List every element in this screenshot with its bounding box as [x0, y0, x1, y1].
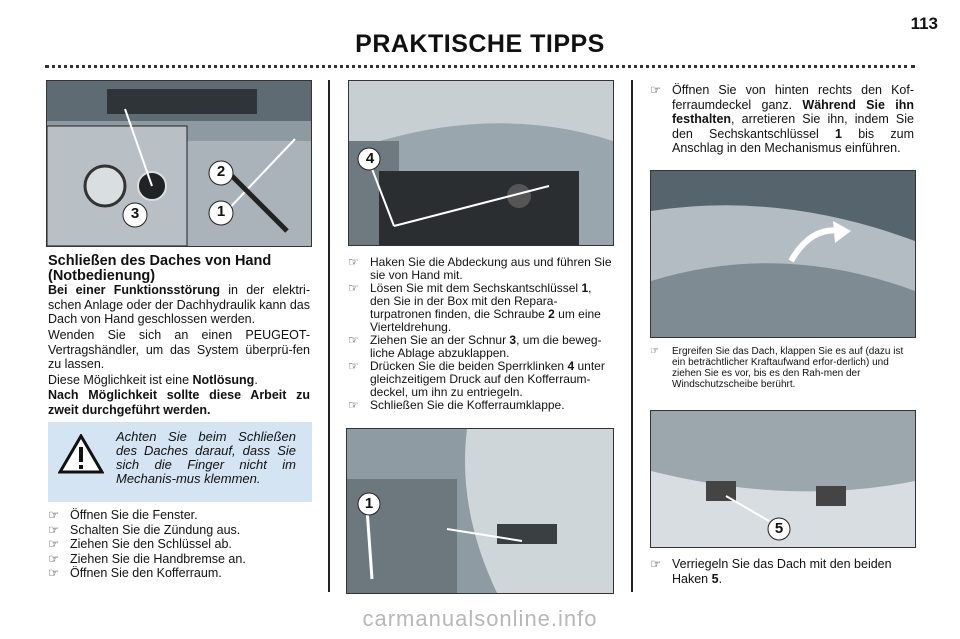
pointing-hand-icon: ☞ [48, 508, 60, 522]
right-steps-top [650, 83, 914, 156]
list-item [48, 566, 310, 581]
step-ref: 5 [711, 571, 719, 586]
emergency-text: Diese Möglichkeit ist eine [48, 373, 193, 387]
photo-roof-mechanism [46, 80, 312, 247]
pointing-hand-icon: ☞ [348, 398, 359, 412]
paragraph-dealer: Wenden Sie sich an einen PEUGEOT-Vertragshändler, um das System überprü-fen zu lassen. [48, 328, 310, 371]
step-text: , um die beweg-liche Ablage abzuklappen. [370, 333, 602, 360]
list-item [48, 523, 310, 538]
title-dotted-rule [45, 65, 915, 68]
list-item [650, 346, 914, 390]
step-text: Ziehen Sie die Handbremse an. [70, 551, 246, 566]
paragraph-two-people: Nach Möglichkeit sollte diese Arbeit zu zweit durchgeführt werden. [48, 388, 310, 417]
paragraph-malfunction-text: in der elektri-schen Anlage oder der Dachhydraulik kann das Dach von Hand geschlossen werden. [48, 283, 310, 326]
step-text: bis zum Anschlag in den Mechanismus einführen. [672, 126, 914, 155]
step-text: Ziehen Sie den Schlüssel ab. [70, 537, 232, 551]
section-heading: Schließen des Daches von Hand (Notbedienung) [48, 253, 272, 284]
step-ref: 1 [581, 281, 589, 295]
photo-roof-opening [650, 170, 916, 338]
pointing-hand-icon: ☞ [650, 83, 662, 97]
pointing-hand-icon: ☞ [348, 359, 359, 373]
page-title: PRAKTISCHE TIPPS [355, 30, 605, 58]
step-ref: 3 [509, 333, 517, 347]
step-text: um eine Vierteldrehung. [370, 307, 601, 334]
photo-trunk-latches [348, 80, 614, 246]
step-text: unter gleichzeitigem Druck auf den Kofferraum-deckel, um ihn zu entriegeln. [370, 359, 605, 399]
paragraph-malfunction-bold: Bei einer Funktionsstörung [48, 283, 221, 297]
warning-box [48, 422, 312, 502]
pointing-hand-icon: ☞ [650, 346, 659, 357]
list-item [48, 537, 310, 552]
photo-label-1: 1 [216, 203, 226, 220]
pointing-hand-icon: ☞ [48, 551, 60, 566]
list-item [348, 334, 612, 360]
photo-label-2: 2 [216, 163, 226, 180]
step-text: Haken Sie die Abdeckung aus und führen Sie sie von Hand mit. [370, 255, 612, 282]
list-item [348, 360, 612, 399]
step-text: Öffnen Sie den Kofferraum. [70, 566, 222, 580]
list-item [650, 557, 914, 586]
column-divider-right [631, 80, 633, 592]
step-ref: 4 [567, 359, 575, 373]
step-text: Schalten Sie die Zündung aus. [70, 522, 241, 537]
list-item [48, 508, 310, 523]
step-text: . [718, 571, 723, 586]
list-item [348, 399, 612, 412]
step-text: Ergreifen Sie das Dach, klappen Sie es auf (dazu ist ein beträchtlicher Kraftaufwand erfor-derlich) und ziehen Sie es vor, bis es den Rah-men der Windschutzscheibe berührt. [672, 346, 904, 390]
step-text: , den Sie in der Box mit den Repara-turpatronen finden, die Schraube [370, 281, 592, 321]
step-text: Öffnen Sie die Fenster. [70, 508, 198, 522]
right-steps-bottom [650, 557, 914, 586]
emergency-bold: Notlösung [192, 373, 255, 387]
pointing-hand-icon: ☞ [348, 281, 359, 295]
photo-label-3: 3 [130, 205, 140, 222]
step-text: , arretieren Sie ihn, indem Sie den Sechskantschlüssel [672, 112, 914, 141]
step-text: Lösen Sie mit dem Sechskantschlüssel [370, 281, 582, 295]
column-divider-left [328, 80, 330, 592]
left-steps-list [48, 508, 310, 581]
step-text: Ziehen Sie an der Schnur [370, 333, 510, 347]
emergency-period: . [254, 373, 258, 387]
photo-label-4: 4 [365, 150, 375, 167]
photo-trunk-lock-key [346, 428, 614, 594]
paragraph-emergency [48, 373, 310, 388]
paragraph-malfunction [48, 283, 310, 327]
pointing-hand-icon: ☞ [48, 566, 60, 580]
step-bold: Während Sie ihn festhalten [672, 97, 914, 126]
photo-roof-hooks [650, 410, 916, 548]
step-text: Verriegeln Sie das Dach mit den beiden Haken [672, 557, 892, 586]
list-item [348, 282, 612, 334]
list-item [48, 552, 310, 567]
list-item [348, 256, 612, 282]
warning-triangle-icon [58, 434, 104, 474]
pointing-hand-icon: ☞ [348, 255, 359, 269]
photo-label-5: 5 [774, 520, 784, 537]
photo-label-1: 1 [364, 495, 374, 512]
watermark: carmanualsonline.info [362, 606, 598, 631]
step-text: Schließen Sie die Kofferraumklappe. [370, 398, 565, 412]
step-ref: 1 [835, 126, 842, 141]
middle-steps-list [348, 256, 612, 412]
step-ref: 2 [548, 307, 555, 321]
pointing-hand-icon: ☞ [650, 557, 662, 571]
pointing-hand-icon: ☞ [48, 537, 60, 551]
right-steps-middle [650, 346, 914, 390]
list-item [650, 83, 914, 156]
pointing-hand-icon: ☞ [48, 522, 60, 537]
step-text: Öffnen Sie von hinten rechts den Kof-ferraumdeckel ganz. [672, 83, 914, 112]
warning-text: Achten Sie beim Schließen des Daches darauf, dass Sie sich die Finger nicht im Mechanis-mus klemmen. [116, 429, 296, 486]
step-text: Drücken Sie die beiden Sperrklinken [370, 359, 568, 373]
pointing-hand-icon: ☞ [348, 333, 359, 347]
page-number: 113 [910, 14, 938, 33]
